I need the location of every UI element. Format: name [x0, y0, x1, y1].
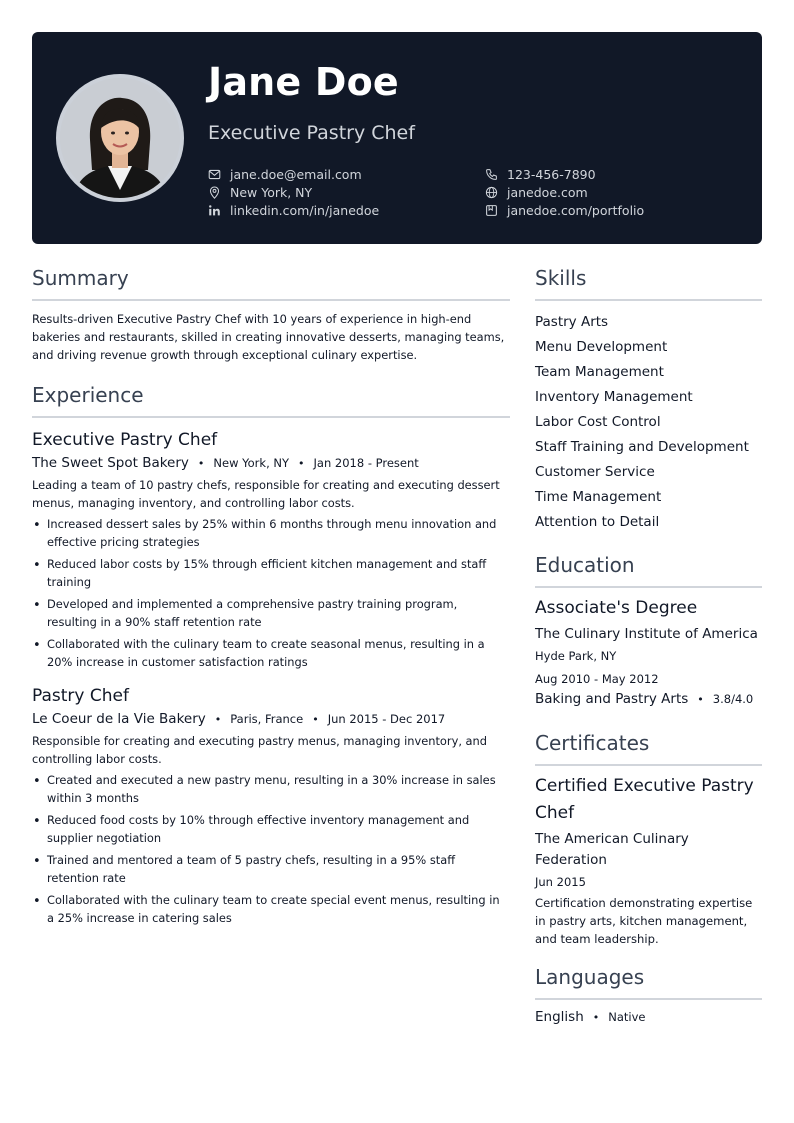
job-location: New York, NY [213, 456, 290, 470]
list-item: • Reduced labor costs by 15% through efficient kitchen management and staff training [32, 555, 510, 591]
person-portrait-icon [60, 78, 180, 198]
contact-website-text: janedoe.com [507, 184, 588, 200]
job-entry [32, 428, 510, 671]
job-description: Responsible for creating and executing pastry menus, managing inventory, and controlling labor costs. [32, 734, 487, 766]
job-meta [32, 455, 510, 471]
job-company: The Sweet Spot Bakery [32, 455, 189, 471]
separator-dot: • [697, 693, 704, 706]
job-entry [32, 684, 510, 927]
list-item: • Collaborated with the culinary team to create seasonal menus, resulting in a 20% increase in customer satisfaction ratings [32, 635, 510, 671]
candidate-title: Executive Pastry Chef [208, 122, 415, 144]
job-meta [32, 711, 510, 727]
list-item: • Increased dessert sales by 25% within 6 months through menu innovation and effective pricing strategies [32, 515, 510, 551]
education-section [535, 553, 762, 707]
skills-section [535, 266, 762, 535]
skills-list [535, 310, 762, 535]
contact-location [208, 184, 485, 200]
contact-portfolio[interactable] [485, 202, 708, 218]
separator-dot: • [592, 1011, 600, 1024]
skill-item: Customer Service [535, 464, 655, 480]
resume-header [32, 32, 762, 244]
skill-item: Labor Cost Control [535, 414, 661, 430]
contact-info [208, 166, 708, 218]
summary-heading: Summary [32, 266, 510, 301]
education-gpa: 3.8/4.0 [712, 692, 754, 706]
education-heading: Education [535, 553, 762, 588]
contact-phone[interactable] [485, 166, 708, 182]
list-item: • Developed and implemented a comprehensive pastry training program, resulting in a 90% staff retention rate [32, 595, 510, 631]
education-field-row [535, 691, 762, 707]
separator-dot: • [298, 457, 305, 470]
certificates-section [535, 731, 762, 948]
separator-dot: • [312, 713, 319, 726]
language-level: Native [608, 1010, 646, 1024]
language-name: English [535, 1009, 584, 1025]
summary-section [32, 266, 510, 364]
languages-heading: Languages [535, 965, 762, 1000]
education-dates: Aug 2010 - May 2012 [535, 672, 659, 686]
education-field: Baking and Pastry Arts [535, 691, 689, 707]
job-achievements [32, 515, 510, 671]
languages-section [535, 965, 762, 1025]
job-description: Leading a team of 10 pastry chefs, responsible for creating and executing dessert menus, managing inventory, and controlling labor costs. [32, 478, 500, 510]
experience-section [32, 383, 510, 927]
education-school: The Culinary Institute of America [535, 626, 758, 642]
certificate-name: Certified Executive Pastry Chef [535, 776, 754, 823]
globe-icon [485, 186, 498, 199]
map-pin-icon [208, 186, 221, 199]
contact-linkedin-text: linkedin.com/in/janedoe [230, 202, 380, 218]
contact-linkedin[interactable] [208, 202, 485, 218]
phone-icon [485, 168, 498, 181]
certificate-issuer: The American Culinary Federation [535, 831, 689, 868]
language-item [535, 1009, 762, 1025]
certificate-date: Jun 2015 [535, 875, 586, 889]
education-location: Hyde Park, NY [535, 649, 617, 663]
profile-photo [56, 74, 184, 202]
education-degree: Associate's Degree [535, 598, 698, 618]
list-item: • Trained and mentored a team of 5 pastry chefs, resulting in a 95% staff retention rate [32, 851, 510, 887]
portfolio-icon [485, 204, 498, 217]
side-column [535, 266, 762, 1025]
contact-phone-text: 123-456-7890 [507, 166, 596, 182]
job-dates: Jun 2015 - Dec 2017 [327, 712, 446, 726]
list-item: • Created and executed a new pastry menu, resulting in a 30% increase in sales within 3 months [32, 771, 510, 807]
list-item: • Collaborated with the culinary team to create special event menus, resulting in a 25% increase in catering sales [32, 891, 510, 927]
candidate-name: Jane Doe [208, 60, 399, 104]
skill-item: Inventory Management [535, 389, 693, 405]
job-achievements [32, 771, 510, 927]
skill-item: Staff Training and Development [535, 439, 749, 455]
contact-portfolio-text: janedoe.com/portfolio [507, 202, 645, 218]
list-item: • Reduced food costs by 10% through effective inventory management and supplier negotiation [32, 811, 510, 847]
skills-heading: Skills [535, 266, 762, 301]
skill-item: Attention to Detail [535, 514, 660, 530]
job-title: Executive Pastry Chef [32, 430, 218, 450]
job-dates: Jan 2018 - Present [313, 456, 419, 470]
linkedin-icon [208, 204, 221, 217]
summary-text: Results-driven Executive Pastry Chef with 10 years of experience in high-end bakeries and restaurants, skilled in creating innovative desserts, managing teams, and driving revenue growth through exceptional culinary expertise. [32, 312, 505, 362]
skill-item: Menu Development [535, 339, 668, 355]
job-location: Paris, France [230, 712, 304, 726]
skill-item: Time Management [535, 489, 662, 505]
contact-location-text: New York, NY [230, 184, 313, 200]
job-title: Pastry Chef [32, 686, 129, 706]
skill-item: Pastry Arts [535, 314, 609, 330]
contact-email[interactable] [208, 166, 485, 182]
certificates-heading: Certificates [535, 731, 762, 766]
mail-icon [208, 168, 221, 181]
main-column [32, 266, 510, 931]
experience-heading: Experience [32, 383, 510, 418]
job-company: Le Coeur de la Vie Bakery [32, 711, 206, 727]
contact-website[interactable] [485, 184, 708, 200]
skill-item: Team Management [535, 364, 664, 380]
certificate-description: Certification demonstrating expertise in pastry arts, kitchen management, and team leadership. [535, 896, 753, 946]
contact-email-text: jane.doe@email.com [230, 166, 362, 182]
separator-dot: • [214, 713, 222, 726]
separator-dot: • [197, 457, 205, 470]
